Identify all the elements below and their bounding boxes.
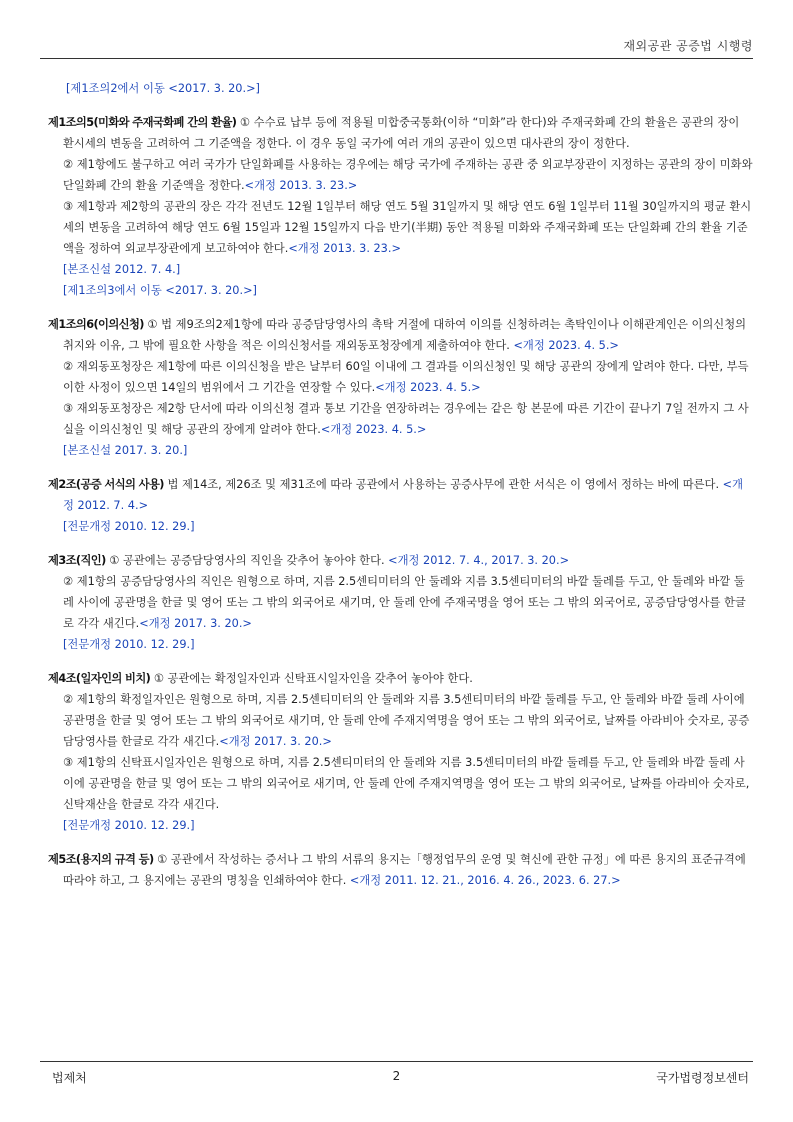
- page-number: 2: [392, 1069, 401, 1083]
- article-paragraph: [48, 752, 753, 815]
- history-note: [전문개정 2010. 12. 29.]: [63, 819, 195, 832]
- articles-list: [48, 112, 753, 891]
- article-paragraph: [48, 398, 753, 440]
- article-paragraph: [48, 154, 753, 196]
- paragraph-text: ③ 재외동포청장은 제2항 단서에 따라 이의신청 결과 통보 기간을 연장하려는 경우에는 같은 항 본문에 따른 기간이 끝나기 7일 전까지 그 사실을 이의신청인 및 해당 공관의 장에게 알려야 한다.: [63, 402, 749, 436]
- history-note: [본조신설 2017. 3. 20.]: [63, 444, 188, 457]
- paragraph-text: ② 제1항에도 불구하고 여러 국가가 단일화폐를 사용하는 경우에는 해당 국가에 주재하는 공관 중 외교부장관이 지정하는 공관의 장이 미화와 단일화폐 간의 환율 기준액을 정한다.: [63, 158, 753, 192]
- history-note: [본조신설 2012. 7. 4.]: [63, 263, 181, 276]
- history-note: [제1조의3에서 이동 <2017. 3. 20.>]: [63, 284, 257, 297]
- amendment-note: <개정 2013. 3. 23.>: [244, 179, 358, 192]
- header-rule: [40, 58, 753, 59]
- article-text: ① 공관에는 공증담당영사의 직인을 갖추어 놓아야 한다.: [105, 554, 389, 567]
- article-first-paragraph: [48, 112, 753, 154]
- article-title: 제5조(용지의 규격 등): [48, 853, 154, 866]
- amendment-note: <개정 2012. 7. 4., 2017. 3. 20.>: [388, 554, 570, 567]
- article-text: ① 공관에는 확정일자인과 신탁표시일자인을 갖추어 놓아야 한다.: [150, 672, 473, 685]
- history-note: [전문개정 2010. 12. 29.]: [63, 638, 195, 651]
- article-paragraph: [48, 689, 753, 752]
- article-title: 제3조(직인): [48, 554, 106, 567]
- paragraph-text: ② 제1항의 확정일자인은 원형으로 하며, 지름 2.5센티미터의 안 둘레와 지름 3.5센티미터의 바깥 둘레를 두고, 안 둘레와 바깥 둘레 사이에 공관명을 한글 및 영어 또는 그 밖의 외국어로 새기며, 안 둘레 안에 주재지역명을 영어 또는 그 밖의 외국어로, 날짜를 아라비아 숫자로, 공증담당영사를 한글로 각각 새긴다.: [63, 693, 750, 748]
- article-title: 제1조의6(이의신청): [48, 318, 144, 331]
- document-header-title: 재외공관 공증법 시행령: [623, 39, 753, 53]
- article: [48, 314, 753, 461]
- article-text: 법 제14조, 제26조 및 제31조에 따라 공관에서 사용하는 공증사무에 관한 서식은 이 영에서 정하는 바에 따른다.: [163, 478, 723, 491]
- article-text: ① 공관에서 작성하는 증서나 그 밖의 서류의 용지는「행정업무의 운영 및 혁신에 관한 규정」에 따른 용지의 표준규격에 따라야 하고, 그 용지에는 공관의 명칭을 인쇄하여야 한다.: [63, 853, 746, 887]
- article: [48, 668, 753, 836]
- article: [48, 849, 753, 891]
- amendment-note: <개정 2023. 4. 5.>: [513, 339, 619, 352]
- article-paragraph: [48, 571, 753, 634]
- article-title: 제1조의5(미화와 주재국화폐 간의 환율): [48, 116, 237, 129]
- article: [48, 474, 753, 537]
- amendment-note: <개정 2011. 12. 21., 2016. 4. 26., 2023. 6. 27.>: [349, 874, 621, 887]
- article-text: ① 법 제9조의2제1항에 따라 공증담당영사의 촉탁 거절에 대하여 이의를 신청하려는 촉탁인이나 이해관계인은 이의신청의 취지와 이유, 그 밖에 필요한 사항을 적은 이의신청서를 재외동포청장에게 제출하여야 한다.: [63, 318, 747, 352]
- amendment-note: <개정 2017. 3. 20.>: [219, 735, 332, 748]
- article-paragraph: [48, 356, 753, 398]
- article-first-paragraph: [48, 474, 753, 516]
- footer-publisher: 법제처: [52, 1071, 87, 1085]
- article-text: ① 수수료 납부 등에 적용될 미합중국통화(이하 “미화”라 한다)와 주재국화폐 간의 환율은 공관의 장이 환시세의 변동을 고려하여 그 기준액을 정한다. 이 경우 동일 국가에 여러 개의 공관이 있으면 대사관의 장이 정한다.: [63, 116, 740, 150]
- article-title: 제4조(일자인의 비치): [48, 672, 151, 685]
- paragraph-text: ③ 제1항의 신탁표시일자인은 원형으로 하며, 지름 2.5센티미터의 안 둘레와 지름 3.5센티미터의 바깥 둘레를 두고, 안 둘레와 바깥 둘레 사이에 공관명을 한글 및 영어 또는 그 밖의 외국어로 새기며, 안 둘레 안에 주재지역명을 영어 또는 그 밖의 외국어로, 날짜를 아라비아 숫자로, 신탁재산을 한글로 각각 새긴다.: [63, 756, 750, 811]
- amendment-note: <개정 2012. 7. 4.>: [63, 478, 744, 512]
- document-body: [48, 78, 753, 904]
- amendment-note: <개정 2023. 4. 5.>: [375, 381, 481, 394]
- footer-source: 국가법령정보센터: [656, 1071, 749, 1085]
- article-first-paragraph: [48, 550, 753, 571]
- amendment-note: <개정 2023. 4. 5.>: [320, 423, 427, 436]
- article: [48, 550, 753, 655]
- history-note: [전문개정 2010. 12. 29.]: [63, 520, 195, 533]
- paragraph-text: ② 제1항의 공증담당영사의 직인은 원형으로 하며, 지름 2.5센티미터의 안 둘레와 지름 3.5센티미터의 바깥 둘레를 두고, 안 둘레와 바깥 둘레 사이에 공관명을 한글 및 영어 또는 그 밖의 외국어로 새기며, 안 둘레 안에 주재국명을 영어 또는 그 밖의 외국어로, 공증담당영사를 한글로 각각 새긴다.: [63, 575, 746, 630]
- paragraph-text: ③ 제1항과 제2항의 공관의 장은 각각 전년도 12월 1일부터 해당 연도 5월 31일까지 및 해당 연도 6월 1일부터 11월 30일까지의 평균 환시세의 변동을 고려하여 해당 연도 6월 15일과 12월 15일까지 다음 반기(半期) 동안 적용될 미화와 주재국화폐 또는 단일화폐 간의 환율 기준액을 정하여 외교부장관에게 보고하여야 한다.: [63, 200, 752, 255]
- article-first-paragraph: [48, 849, 753, 891]
- article-first-paragraph: [48, 314, 753, 356]
- article-paragraph: [48, 196, 753, 259]
- amendment-note: <개정 2017. 3. 20.>: [139, 617, 252, 630]
- article-first-paragraph: [48, 668, 753, 689]
- article-title: 제2조(공증 서식의 사용): [48, 478, 164, 491]
- paragraph-text: ② 재외동포청장은 제1항에 따른 이의신청을 받은 날부터 60일 이내에 그 결과를 이의신청인 및 해당 공관의 장에게 알려야 한다. 다만, 부득이한 사정이 있으면 14일의 범위에서 그 기간을 연장할 수 있다.: [63, 360, 749, 394]
- top-note: [제1조의2에서 이동 <2017. 3. 20.>]: [66, 82, 260, 95]
- footer-rule: [40, 1061, 753, 1062]
- article: [48, 112, 753, 301]
- amendment-note: <개정 2013. 3. 23.>: [288, 242, 401, 255]
